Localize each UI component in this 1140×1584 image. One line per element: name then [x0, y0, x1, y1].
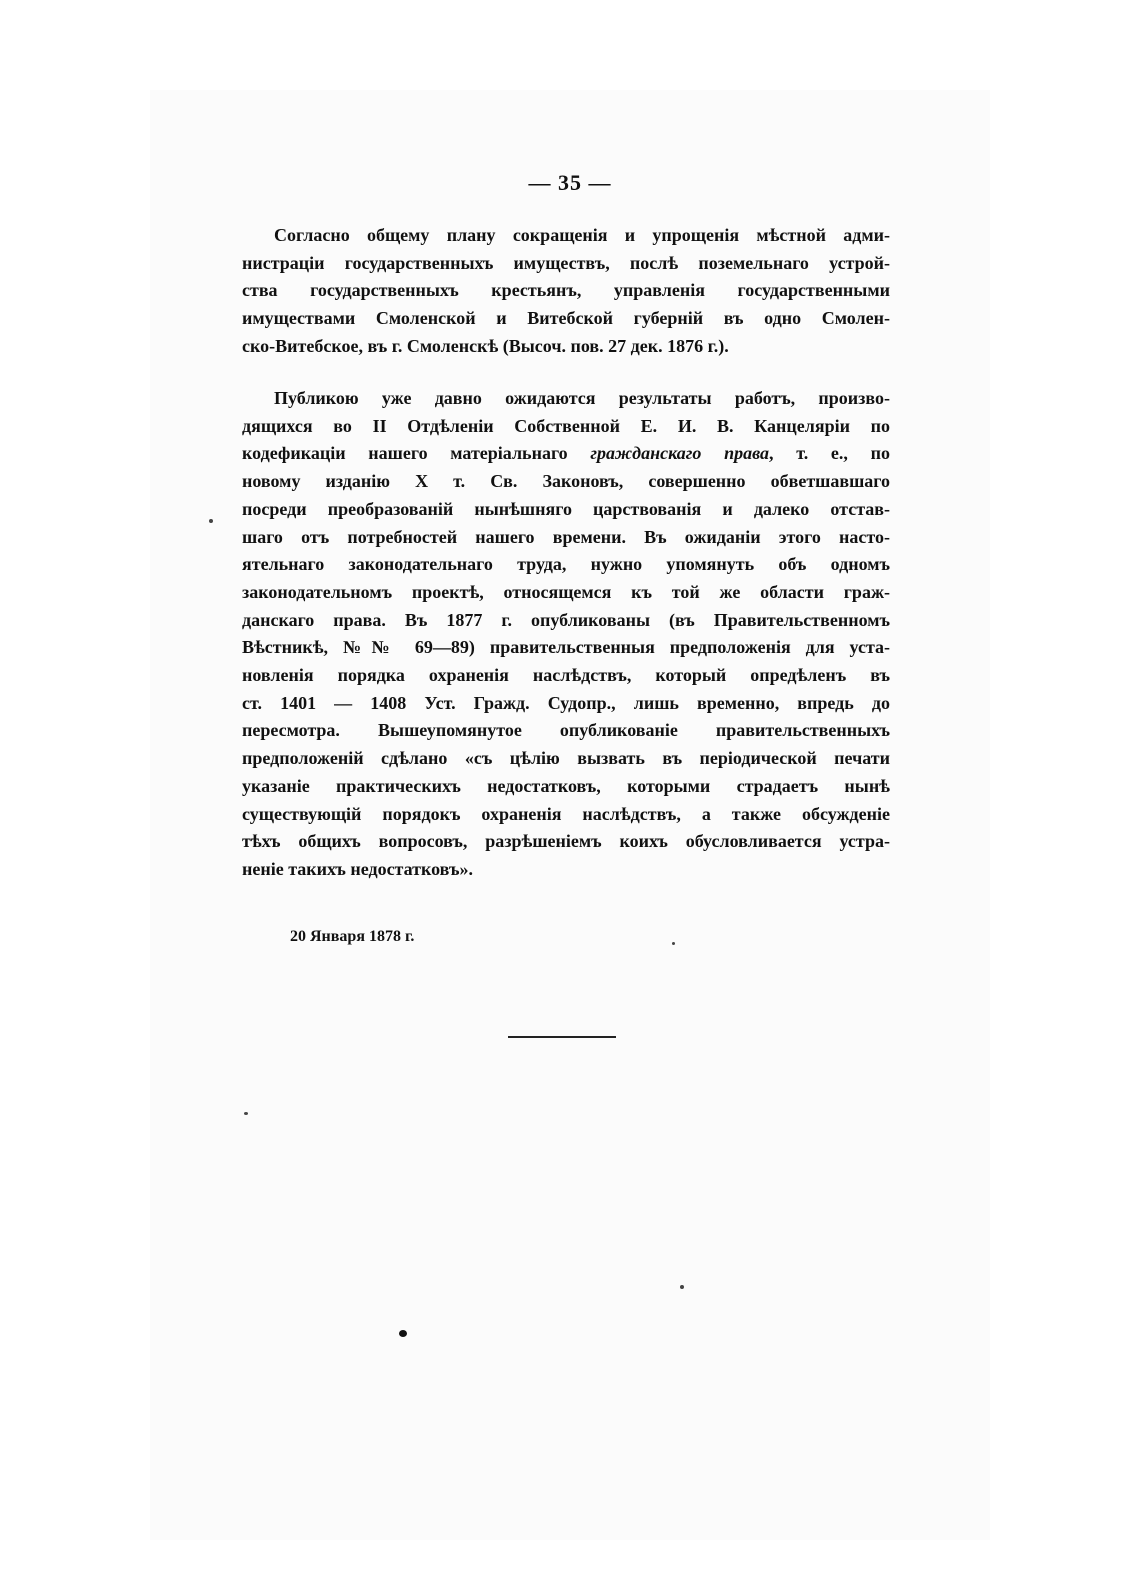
text-line: новленія порядка охраненія наслѣдствъ, который опредѣленъ въ: [242, 665, 890, 686]
paragraph-2: [242, 385, 890, 884]
text-line: пересмотра. Вышеупомянутое опубликованіе правительственныхъ: [242, 720, 890, 741]
text-line: ятельнаго законодательнаго труда, нужно упомянуть объ одномъ: [242, 554, 890, 575]
text-line: имуществами Смоленской и Витебской губерній въ одно Смолен-: [242, 308, 890, 329]
date-line: 20 Января 1878 г.: [290, 928, 415, 945]
text-line: новому изданію X т. Св. Законовъ, совершенно обветшавшаго: [242, 471, 890, 492]
text-line: законодательномъ проектѣ, относящемся къ той же области граж-: [242, 581, 890, 602]
text-line: Публикою уже давно ожидаются результаты работъ, произво-: [274, 388, 890, 408]
italic-phrase: гражданскаго права: [590, 443, 770, 464]
print-speck: [244, 1112, 248, 1115]
page-number: — 35 —: [528, 170, 612, 195]
text-line: шаго отъ потребностей нашего времени. Въ ожиданіи этого насто-: [242, 526, 890, 547]
text-line: нистраціи государственныхъ имуществъ, послѣ поземельнаго устрой-: [242, 252, 890, 273]
paragraph-1: [242, 222, 890, 361]
text-line: Вѣстникѣ, №№ 69—89) правительственныя предположенія для уста-: [242, 637, 890, 658]
print-speck: [672, 942, 675, 945]
print-speck: [399, 1330, 407, 1337]
text-line: ст. 1401 — 1408 Уст. Гражд. Судопр., лишь временно, впредь до: [242, 692, 890, 713]
text-line: неніе такихъ недостатковъ».: [242, 858, 473, 879]
text-line: дящихся во II Отдѣленіи Собственной Е. И. В. Канцеляріи по: [242, 415, 890, 436]
text-line: ства государственныхъ крестьянъ, управленія государственными: [242, 280, 890, 301]
text-line: указаніе практическихъ недостатковъ, которыми страдаетъ нынѣ: [242, 775, 890, 796]
text-line: ско-Витебское, въ г. Смоленскѣ (Высоч. пов. 27 дек. 1876 г.).: [242, 335, 729, 356]
text-line: Согласно общему плану сокращенія и упрощенія мѣстной адми-: [274, 225, 890, 245]
text-line: посреди преобразованій нынѣшняго царствованія и далеко отстав-: [242, 498, 890, 519]
text-line: тѣхъ общихъ вопросовъ, разрѣшеніемъ коихъ обусловливается устра-: [242, 831, 890, 852]
section-divider-rule: [508, 1036, 616, 1038]
print-speck: [680, 1285, 684, 1289]
text-line: предположеній сдѣлано «съ цѣлію вызвать въ періодической печати: [242, 748, 890, 769]
text-line-with-italic: кодефикаціи нашего матеріальнаго гражданскаго права, т. е., по: [242, 443, 890, 464]
print-speck: [209, 519, 213, 523]
text-line: существующій порядокъ охраненія наслѣдствъ, а также обсужденіе: [242, 803, 890, 824]
text-line: данскаго права. Въ 1877 г. опубликованы (въ Правительственномъ: [242, 609, 890, 630]
